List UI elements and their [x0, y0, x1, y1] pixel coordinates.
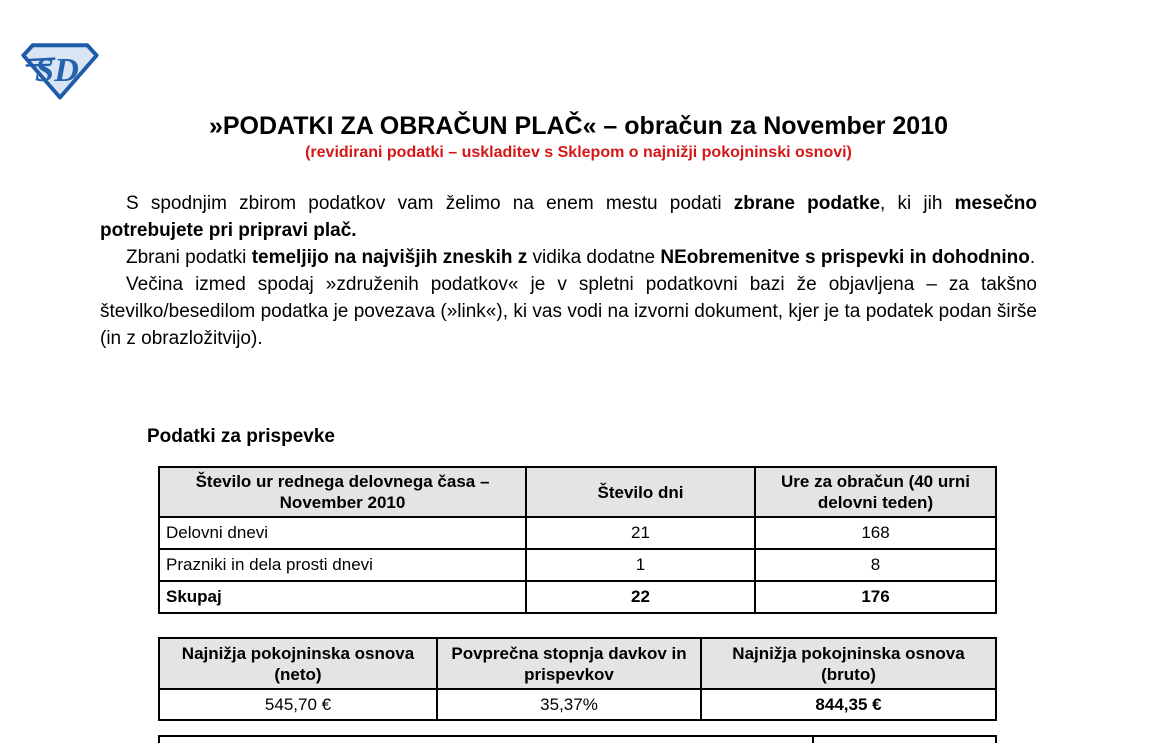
table-row — [159, 517, 996, 549]
logo-letters: SD — [35, 51, 79, 90]
col-header-hours-title: Število ur rednega delovnega časa – November 2010 — [159, 467, 526, 517]
value-rate: 35,37% — [437, 689, 701, 720]
page-title: »PODATKI ZA OBRAČUN PLAČ« – obračun za November 2010 — [208, 112, 949, 140]
row-label: Skupaj — [159, 581, 526, 613]
row-label: Delovni dnevi — [159, 517, 526, 549]
next-table-column-divider — [812, 737, 814, 743]
table-header-row — [159, 467, 996, 517]
row-days: 22 — [526, 581, 755, 613]
paragraph-2: Zbrani podatki temeljijo na najvišjih zneskih z vidika dodatne NEobremenitve s prispevki in dohodnino. — [126, 247, 1036, 268]
page-subtitle: (revidirani podatki – uskladitev s Sklepom o najnižji pokojninski osnovi) — [305, 144, 852, 161]
col-header-days: Število dni — [526, 467, 755, 517]
table-value-row — [159, 689, 996, 720]
intro-paragraphs — [100, 190, 1037, 352]
row-hours: 176 — [755, 581, 996, 613]
paragraph-1: S spodnjim zbirom podatkov vam želimo na enem mestu podati zbrane podatke, ki jih mesečno potrebujete pri pripravi plač. — [100, 193, 1037, 241]
section-heading: Podatki za prispevke — [147, 426, 335, 447]
table-total-row — [159, 581, 996, 613]
sd-shield-logo — [21, 42, 99, 100]
table-row — [159, 549, 996, 581]
working-hours-table — [158, 466, 997, 614]
row-hours: 168 — [755, 517, 996, 549]
paragraph-3: Večina izmed spodaj »združenih podatkov« je v spletni podatkovni bazi že objavljena – za takšno številko/besedilom podatka je povezava (»link«), ki vas vodi na izvorni dokument, kjer je ta podatek podan širše (in z obrazložitvijo). — [100, 274, 1037, 349]
value-neto: 545,70 € — [159, 689, 437, 720]
col-header-hours: Ure za obračun (40 urni delovni teden) — [755, 467, 996, 517]
col-header-neto: Najnižja pokojninska osnova (neto) — [159, 638, 437, 689]
col-header-rate: Povprečna stopnja davkov in prispevkov — [437, 638, 701, 689]
col-header-bruto: Najnižja pokojninska osnova (bruto) — [701, 638, 996, 689]
row-label: Prazniki in dela prosti dnevi — [159, 549, 526, 581]
value-bruto: 844,35 € — [701, 689, 996, 720]
next-table-partial — [158, 735, 997, 743]
row-days: 21 — [526, 517, 755, 549]
row-days: 1 — [526, 549, 755, 581]
row-hours: 8 — [755, 549, 996, 581]
sd-shield-logo-icon — [21, 42, 99, 100]
table-header-row — [159, 638, 996, 689]
pension-base-table — [158, 637, 997, 721]
